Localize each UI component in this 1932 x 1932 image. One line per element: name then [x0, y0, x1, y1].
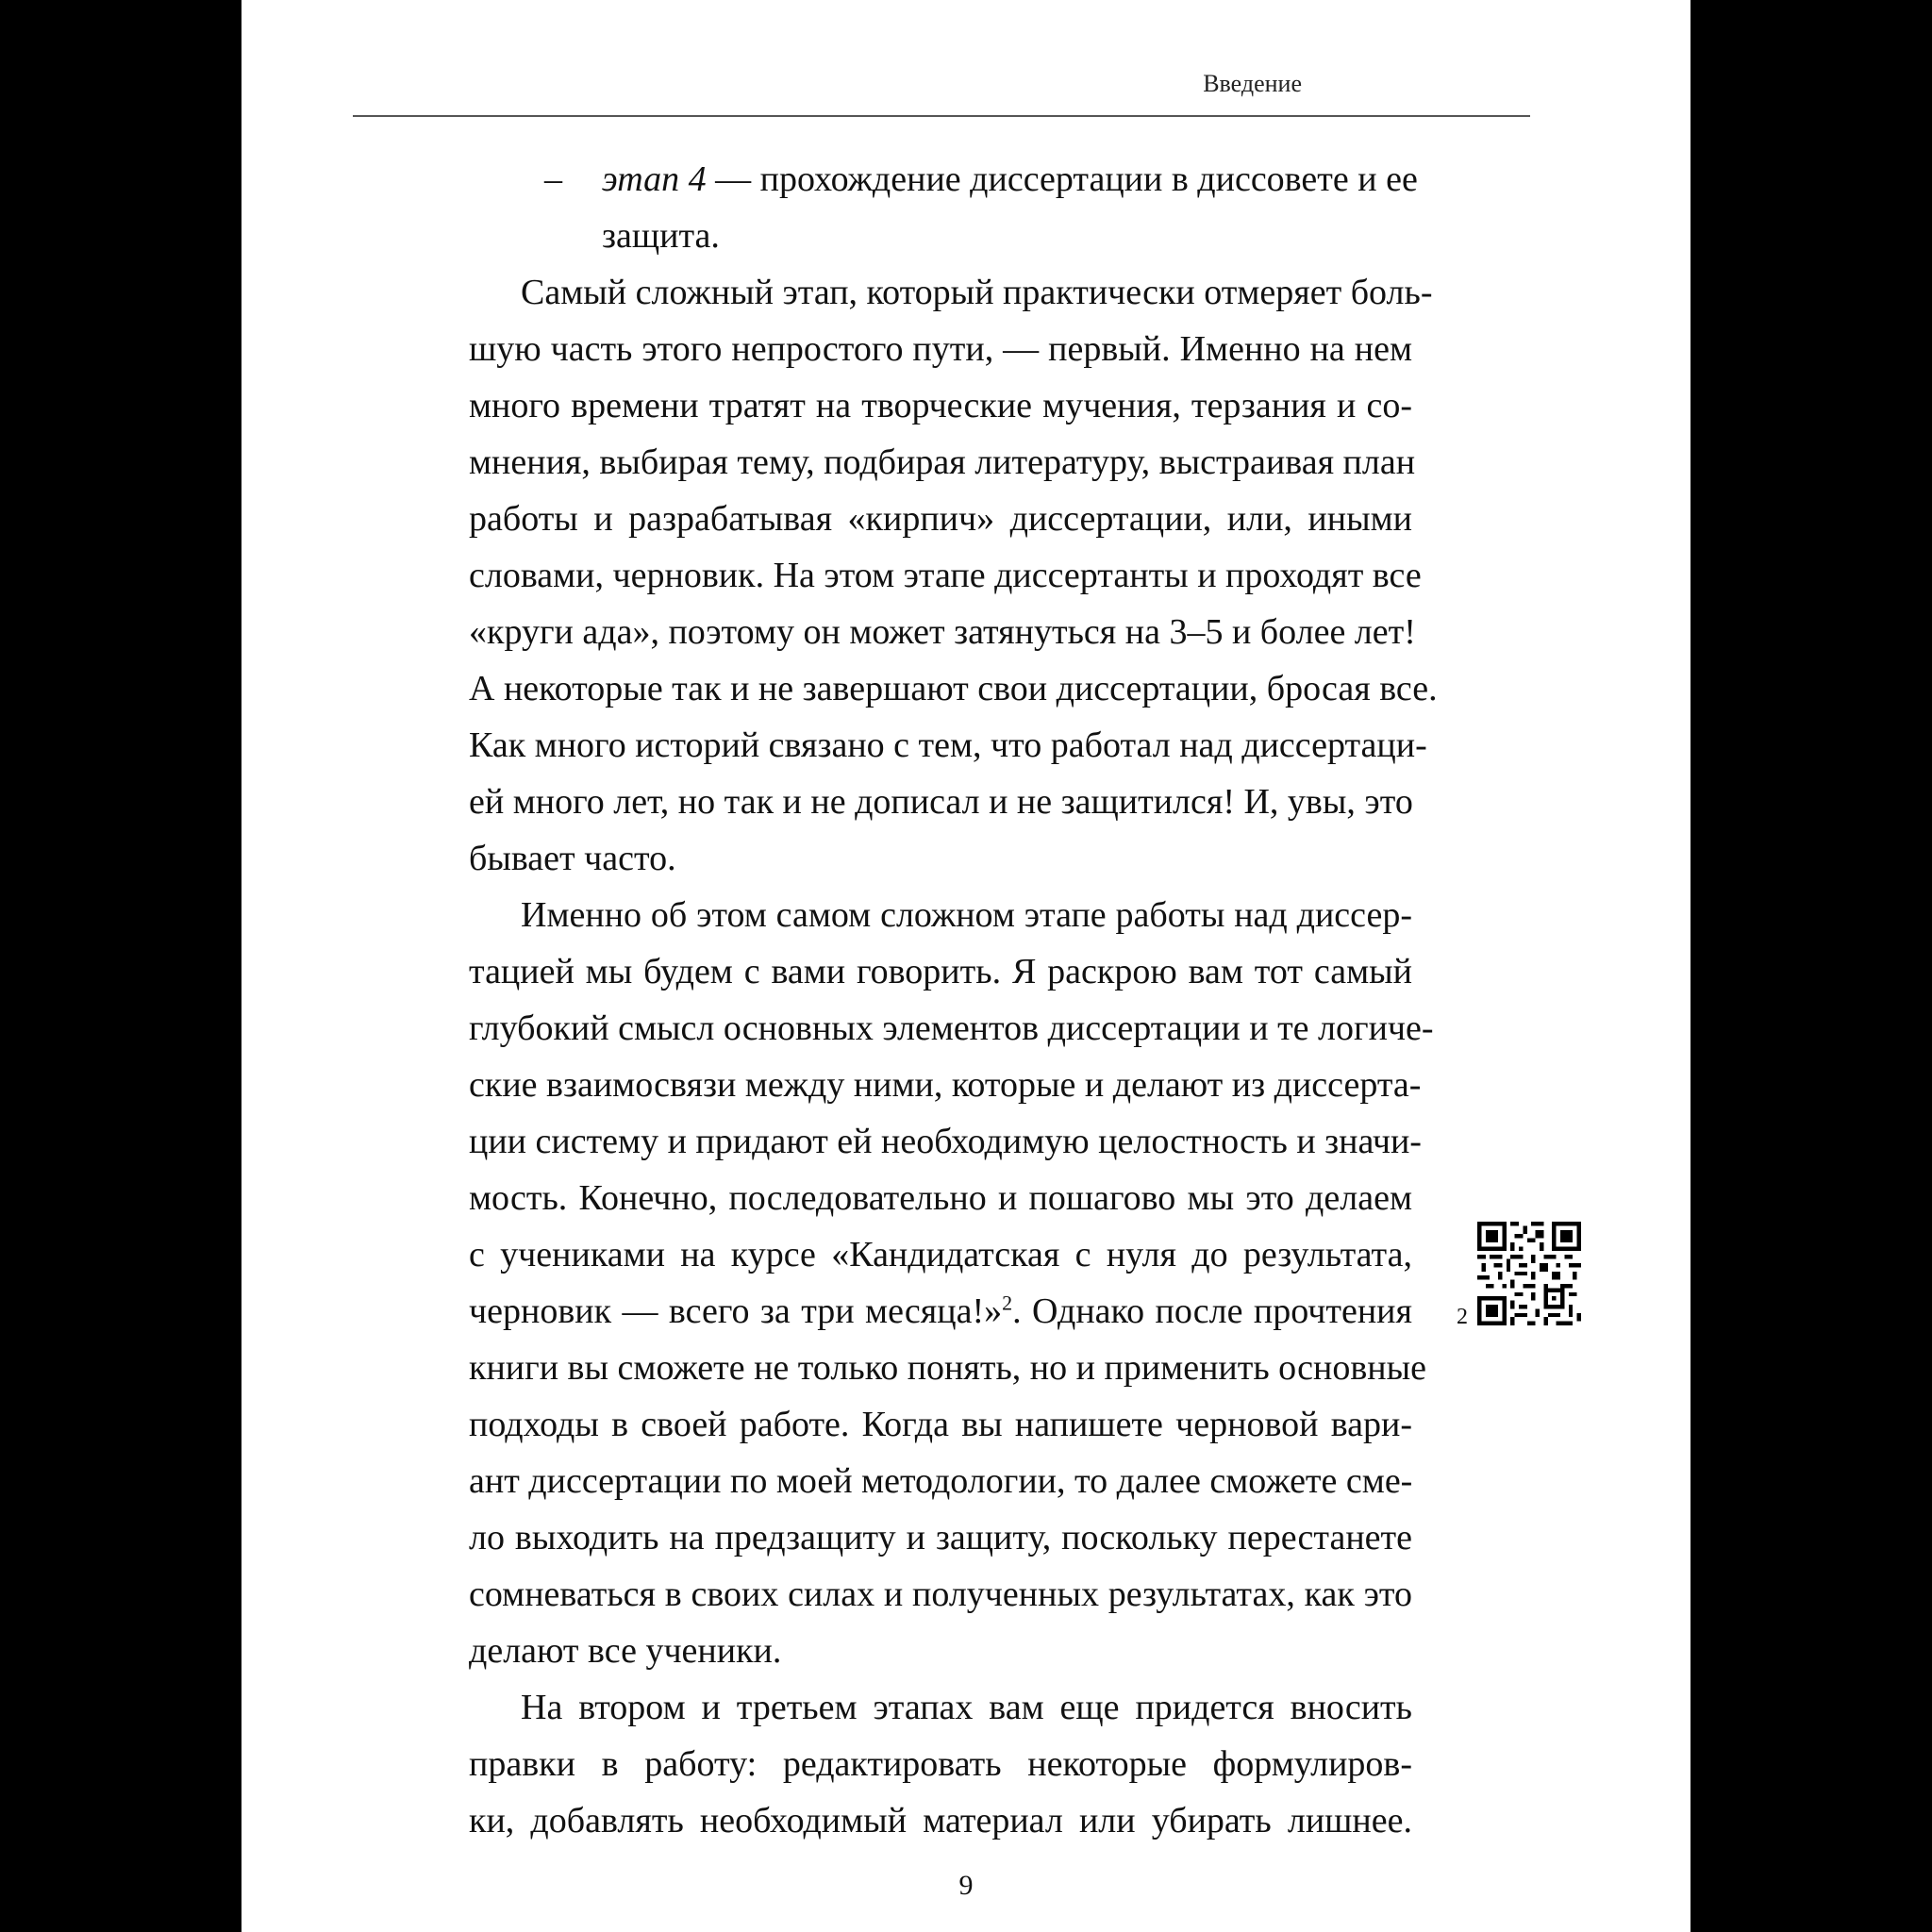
- paragraph-2: [469, 887, 1434, 1679]
- paragraph-line: глубокий смысл основных элементов диссертации и те логиче-: [469, 1008, 1434, 1048]
- bullet-dash: –: [544, 159, 562, 199]
- paragraph-line: На втором и третьем этапах вам еще придется вносить: [521, 1688, 1412, 1727]
- paragraph-line: ант диссертации по моей методологии, то далее сможете сме-: [469, 1461, 1413, 1501]
- paragraph-line: ки, добавлять необходимый материал или убирать лишнее.: [469, 1801, 1412, 1840]
- paragraph-line: словами, черновик. На этом этапе диссертанты и проходят все: [469, 556, 1422, 595]
- paragraph-line: ло выходить на предзащиту и защиту, поскольку перестанете: [469, 1518, 1412, 1557]
- paragraph-line: Как много историй связано с тем, что работал над диссертаци-: [469, 725, 1427, 765]
- bullet-item: [469, 151, 1418, 264]
- paragraph-line: ей много лет, но так и не дописал и не защитился! И, увы, это: [469, 782, 1413, 822]
- paragraph-line: работы и разрабатывая «кирпич» диссертации, или, иными: [469, 499, 1412, 539]
- paragraph-line: ские взаимосвязи между ними, которые и делают из диссерта-: [469, 1065, 1422, 1105]
- paragraph-line: шую часть этого непростого пути, — первый. Именно на нем: [469, 329, 1412, 369]
- body-text: [469, 151, 1438, 1849]
- paragraph-line: мость. Конечно, последовательно и пошагово мы это делаем: [469, 1178, 1412, 1218]
- page-number: 9: [958, 1870, 974, 1901]
- paragraph-line: Именно об этом самом сложном этапе работы над диссер-: [521, 895, 1412, 935]
- paragraph-line: много времени тратят на творческие мучения, терзания и со-: [469, 386, 1412, 425]
- paragraph-line: сомневаться в своих силах и полученных результатах, как это: [469, 1574, 1412, 1614]
- paragraph-line: тацией мы будем с вами говорить. Я раскрою вам тот самый: [469, 952, 1412, 991]
- paragraph-line: мнения, выбирая тему, подбирая литературу, выстраивая план: [469, 442, 1416, 482]
- running-head: Введение: [1203, 70, 1302, 97]
- paragraph-line: «круги ада», поэтому он может затянуться на 3–5 и более лет!: [469, 612, 1416, 652]
- book-page: [242, 0, 1690, 1932]
- bullet-text: — прохождение диссертации в диссовете и ее: [706, 159, 1418, 199]
- qr-code-icon[interactable]: [1477, 1222, 1581, 1325]
- paragraph-1: [469, 264, 1438, 887]
- paragraph-line: подходы в своей работе. Когда вы напишете черновой вари-: [469, 1405, 1412, 1444]
- paragraph-line: черновик — всего за три месяца!»: [469, 1291, 1003, 1331]
- paragraph-line: ции систему и придают ей необходимую целостность и значи-: [469, 1122, 1422, 1161]
- paragraph-line: . Однако после прочтения: [1012, 1291, 1412, 1331]
- paragraph-line: с учениками на курсе «Кандидатская с нуля до результата,: [469, 1235, 1412, 1274]
- paragraph-3: [469, 1679, 1412, 1849]
- paragraph-line: делают все ученики.: [469, 1631, 782, 1671]
- paragraph-line: правки в работу: редактировать некоторые формулиров-: [469, 1744, 1412, 1784]
- paragraph-line: Самый сложный этап, который практически отмеряет боль-: [521, 273, 1433, 312]
- margin-note-number: 2: [1457, 1305, 1468, 1329]
- paragraph-line: книги вы сможете не только понять, но и применить основные: [469, 1348, 1426, 1388]
- bullet-label: этап 4: [602, 159, 707, 199]
- paragraph-line: А некоторые так и не завершают свои диссертации, бросая все.: [469, 669, 1438, 708]
- bullet-text-cont: защита.: [602, 216, 720, 256]
- paragraph-line: бывает часто.: [469, 839, 676, 878]
- header-rule: [353, 115, 1530, 117]
- footnote-mark[interactable]: 2: [1002, 1291, 1013, 1315]
